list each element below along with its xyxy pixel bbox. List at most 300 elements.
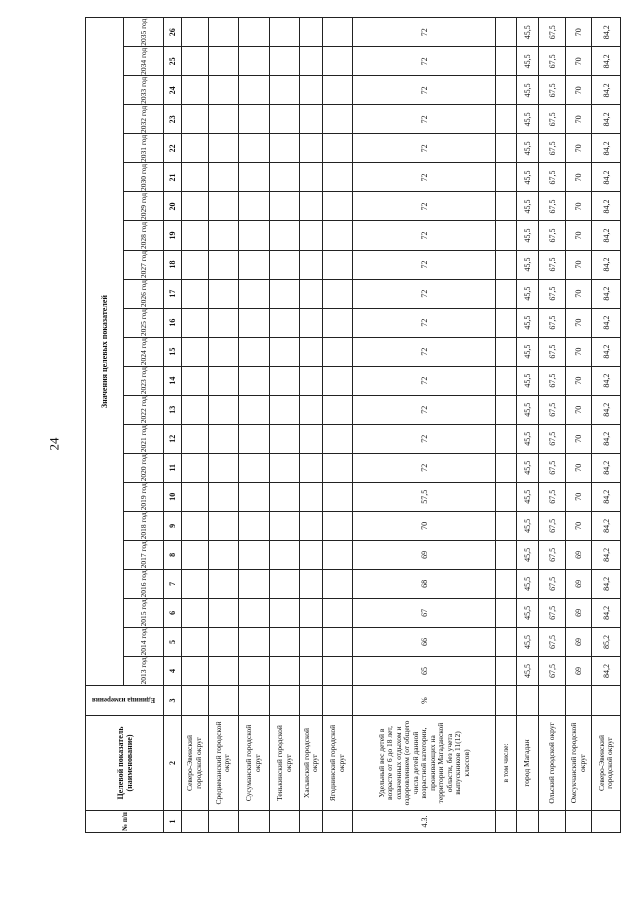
row-value: 67,5 xyxy=(539,453,566,482)
row-value: 70 xyxy=(565,47,592,76)
row-number xyxy=(592,811,621,833)
header-year: 2030 год xyxy=(124,163,164,192)
row-value: 70 xyxy=(565,134,592,163)
row-value xyxy=(269,337,300,366)
row-value xyxy=(269,598,300,627)
row-value: 70 xyxy=(565,192,592,221)
header-year: 2023 год xyxy=(124,366,164,395)
row-value xyxy=(208,540,239,569)
column-number: 19 xyxy=(164,221,182,250)
row-value xyxy=(322,163,353,192)
row-value xyxy=(496,540,516,569)
row-value xyxy=(269,221,300,250)
row-value xyxy=(208,76,239,105)
row-value: 45,5 xyxy=(516,47,538,76)
row-value xyxy=(208,598,239,627)
row-value xyxy=(269,134,300,163)
row-number xyxy=(208,811,239,833)
header-year: 2025 год xyxy=(124,308,164,337)
row-value: 67,5 xyxy=(539,569,566,598)
row-value: 67,5 xyxy=(539,18,566,47)
row-value: 84,2 xyxy=(592,453,621,482)
row-value xyxy=(208,337,239,366)
row-value: 67,5 xyxy=(539,163,566,192)
row-value xyxy=(300,134,322,163)
row-value xyxy=(269,627,300,656)
row-value xyxy=(269,250,300,279)
row-value: 84,2 xyxy=(592,540,621,569)
row-value: 70 xyxy=(565,76,592,105)
row-value xyxy=(496,569,516,598)
row-number xyxy=(565,811,592,833)
row-value xyxy=(208,308,239,337)
header-values-group: Значения целевых показателей xyxy=(86,18,124,686)
row-value xyxy=(300,656,322,685)
row-value xyxy=(269,76,300,105)
row-value: 67,5 xyxy=(539,192,566,221)
row-number xyxy=(239,811,270,833)
row-unit: % xyxy=(353,686,496,716)
column-number: 1 xyxy=(164,811,182,833)
row-value xyxy=(182,221,209,250)
row-value xyxy=(182,47,209,76)
row-value: 84,2 xyxy=(592,366,621,395)
row-value xyxy=(269,424,300,453)
row-value xyxy=(269,192,300,221)
row-number xyxy=(496,811,516,833)
row-value xyxy=(322,279,353,308)
column-number: 23 xyxy=(164,105,182,134)
row-value xyxy=(182,453,209,482)
row-value xyxy=(322,18,353,47)
row-value xyxy=(300,221,322,250)
row-value: 84,2 xyxy=(592,279,621,308)
row-value xyxy=(322,250,353,279)
row-value xyxy=(208,482,239,511)
row-value xyxy=(182,598,209,627)
row-number xyxy=(269,811,300,833)
row-value xyxy=(300,569,322,598)
table-row xyxy=(496,18,516,833)
row-value xyxy=(322,598,353,627)
row-value: 70 xyxy=(353,511,496,540)
row-value xyxy=(208,453,239,482)
row-value: 67,5 xyxy=(539,482,566,511)
row-value: 45,5 xyxy=(516,105,538,134)
row-value: 72 xyxy=(353,221,496,250)
row-value xyxy=(239,627,270,656)
row-value xyxy=(208,47,239,76)
row-value xyxy=(496,337,516,366)
row-value xyxy=(496,18,516,47)
row-value xyxy=(208,134,239,163)
column-number: 22 xyxy=(164,134,182,163)
row-value xyxy=(239,221,270,250)
row-number xyxy=(182,811,209,833)
row-value xyxy=(208,395,239,424)
row-value: 70 xyxy=(565,105,592,134)
row-value xyxy=(208,424,239,453)
header-year: 2028 год xyxy=(124,221,164,250)
row-indicator-name: Тенькинский городской округ xyxy=(269,716,300,811)
row-indicator-name: Удельный вес детей в возрасте от 6 до 18 лет, охваченных отдыхом и оздоровлением (от общего числа детей данной возрастной категории, проживающих на территории Магаданской области, без учета выпускников 11(12) классов) xyxy=(353,716,496,811)
row-value: 72 xyxy=(353,192,496,221)
row-value: 84,2 xyxy=(592,250,621,279)
row-value xyxy=(322,627,353,656)
table-row xyxy=(269,18,300,833)
row-value xyxy=(208,221,239,250)
table-row xyxy=(300,18,322,833)
row-indicator-name: Хасынский городской округ xyxy=(300,716,322,811)
row-value xyxy=(496,47,516,76)
row-value xyxy=(322,76,353,105)
row-value: 67,5 xyxy=(539,76,566,105)
row-value: 45,5 xyxy=(516,627,538,656)
row-value: 67,5 xyxy=(539,540,566,569)
row-value xyxy=(496,192,516,221)
row-value xyxy=(208,18,239,47)
table-row xyxy=(539,18,566,833)
row-value xyxy=(300,395,322,424)
row-value: 67,5 xyxy=(539,105,566,134)
header-year: 2032 год xyxy=(124,105,164,134)
row-value xyxy=(239,134,270,163)
row-value xyxy=(300,308,322,337)
header-num: № п/п xyxy=(86,811,164,833)
row-value xyxy=(182,656,209,685)
row-value: 72 xyxy=(353,366,496,395)
header-year: 2027 год xyxy=(124,250,164,279)
row-value: 68 xyxy=(353,569,496,598)
row-value xyxy=(496,163,516,192)
row-value xyxy=(208,656,239,685)
row-value xyxy=(496,134,516,163)
row-value xyxy=(239,453,270,482)
header-year: 2016 год xyxy=(124,569,164,598)
row-indicator-name: Ольский городской округ xyxy=(539,716,566,811)
row-value xyxy=(322,105,353,134)
row-value: 70 xyxy=(565,366,592,395)
row-value: 85,2 xyxy=(592,627,621,656)
row-value: 45,5 xyxy=(516,18,538,47)
column-number: 7 xyxy=(164,569,182,598)
row-value: 69 xyxy=(565,598,592,627)
row-value xyxy=(496,221,516,250)
row-value xyxy=(208,163,239,192)
row-value: 84,2 xyxy=(592,395,621,424)
row-value: 45,5 xyxy=(516,453,538,482)
row-unit xyxy=(182,686,209,716)
row-value xyxy=(300,424,322,453)
row-value xyxy=(322,308,353,337)
column-number: 3 xyxy=(164,686,182,716)
row-value: 57,5 xyxy=(353,482,496,511)
row-value: 45,5 xyxy=(516,598,538,627)
row-value: 72 xyxy=(353,453,496,482)
row-value xyxy=(239,395,270,424)
row-value xyxy=(322,453,353,482)
row-value: 69 xyxy=(353,540,496,569)
row-value xyxy=(496,482,516,511)
row-value: 69 xyxy=(565,540,592,569)
row-value xyxy=(322,337,353,366)
row-value: 72 xyxy=(353,76,496,105)
row-unit xyxy=(516,686,538,716)
row-value: 65 xyxy=(353,656,496,685)
table-row xyxy=(322,18,353,833)
row-value xyxy=(300,18,322,47)
row-value: 72 xyxy=(353,395,496,424)
row-value xyxy=(300,192,322,221)
column-number: 8 xyxy=(164,540,182,569)
header-indicator-name: Целевой показатель (наименование) xyxy=(86,716,164,811)
header-year: 2029 год xyxy=(124,192,164,221)
row-value: 72 xyxy=(353,279,496,308)
header-year: 2022 год xyxy=(124,395,164,424)
header-unit-label: Единица измерения xyxy=(91,696,156,705)
row-indicator-name: Среднеканский городской округ xyxy=(208,716,239,811)
row-value: 67,5 xyxy=(539,424,566,453)
row-value xyxy=(239,482,270,511)
row-value: 45,5 xyxy=(516,569,538,598)
row-value xyxy=(208,279,239,308)
row-value: 72 xyxy=(353,424,496,453)
column-number: 10 xyxy=(164,482,182,511)
row-value xyxy=(182,482,209,511)
table-row xyxy=(208,18,239,833)
row-value xyxy=(182,18,209,47)
row-value: 45,5 xyxy=(516,540,538,569)
column-number: 15 xyxy=(164,337,182,366)
row-value xyxy=(269,656,300,685)
row-value: 67,5 xyxy=(539,279,566,308)
header-year: 2013 год xyxy=(124,656,164,685)
row-value xyxy=(300,511,322,540)
row-value xyxy=(496,424,516,453)
row-unit xyxy=(300,686,322,716)
row-value xyxy=(269,18,300,47)
row-value xyxy=(496,453,516,482)
row-value xyxy=(208,192,239,221)
row-value: 67,5 xyxy=(539,598,566,627)
row-value: 45,5 xyxy=(516,192,538,221)
row-value: 45,5 xyxy=(516,656,538,685)
row-value: 84,2 xyxy=(592,482,621,511)
column-number: 26 xyxy=(164,18,182,47)
row-value xyxy=(322,366,353,395)
page-number: 24 xyxy=(46,437,62,451)
row-unit xyxy=(539,686,566,716)
row-value xyxy=(322,482,353,511)
row-value: 45,5 xyxy=(516,221,538,250)
row-value: 67,5 xyxy=(539,627,566,656)
row-value xyxy=(496,279,516,308)
row-value xyxy=(182,395,209,424)
row-value xyxy=(496,366,516,395)
column-number: 16 xyxy=(164,308,182,337)
row-indicator-name: Омсукчанский городской округ xyxy=(565,716,592,811)
row-unit xyxy=(592,686,621,716)
table-row xyxy=(353,18,496,833)
row-value xyxy=(239,598,270,627)
row-value: 70 xyxy=(565,279,592,308)
row-value xyxy=(239,47,270,76)
row-value xyxy=(322,511,353,540)
row-value: 45,5 xyxy=(516,511,538,540)
table-row xyxy=(565,18,592,833)
row-indicator-name: город Магадан xyxy=(516,716,538,811)
row-value xyxy=(269,308,300,337)
header-year: 2021 год xyxy=(124,424,164,453)
row-value xyxy=(322,47,353,76)
row-value: 45,5 xyxy=(516,279,538,308)
row-value xyxy=(182,308,209,337)
row-value: 70 xyxy=(565,250,592,279)
column-number: 5 xyxy=(164,627,182,656)
row-unit xyxy=(496,686,516,716)
row-value xyxy=(322,540,353,569)
row-value xyxy=(269,453,300,482)
row-value xyxy=(496,598,516,627)
row-value xyxy=(322,395,353,424)
row-value xyxy=(182,540,209,569)
row-value xyxy=(269,395,300,424)
target-indicators-table xyxy=(85,17,621,833)
target-indicators-table-sheet xyxy=(85,18,621,833)
column-number: 11 xyxy=(164,453,182,482)
row-value xyxy=(300,366,322,395)
row-value xyxy=(239,569,270,598)
row-value: 84,2 xyxy=(592,134,621,163)
row-value: 67,5 xyxy=(539,250,566,279)
header-year: 2026 год xyxy=(124,279,164,308)
row-number xyxy=(539,811,566,833)
row-indicator-name: Ягоднинский городской округ xyxy=(322,716,353,811)
row-value xyxy=(300,337,322,366)
row-value: 69 xyxy=(565,569,592,598)
row-value: 69 xyxy=(565,656,592,685)
row-number xyxy=(300,811,322,833)
row-value xyxy=(208,250,239,279)
column-number: 9 xyxy=(164,511,182,540)
row-value xyxy=(182,279,209,308)
row-value xyxy=(239,511,270,540)
row-value: 84,2 xyxy=(592,18,621,47)
row-value: 84,2 xyxy=(592,569,621,598)
row-number: 4.3. xyxy=(353,811,496,833)
row-value xyxy=(239,540,270,569)
header-year: 2019 год xyxy=(124,482,164,511)
row-value: 67,5 xyxy=(539,395,566,424)
row-value xyxy=(496,627,516,656)
row-value xyxy=(239,308,270,337)
row-value: 84,2 xyxy=(592,47,621,76)
row-value xyxy=(182,105,209,134)
row-value: 84,2 xyxy=(592,511,621,540)
row-value xyxy=(239,18,270,47)
row-value: 70 xyxy=(565,163,592,192)
row-value xyxy=(269,279,300,308)
row-value xyxy=(300,279,322,308)
row-value: 70 xyxy=(565,308,592,337)
row-value: 45,5 xyxy=(516,250,538,279)
row-value xyxy=(182,511,209,540)
header-year: 2031 год xyxy=(124,134,164,163)
row-value xyxy=(182,424,209,453)
row-value: 84,2 xyxy=(592,308,621,337)
row-value: 84,2 xyxy=(592,598,621,627)
row-number xyxy=(322,811,353,833)
header-year: 2017 год xyxy=(124,540,164,569)
row-value: 70 xyxy=(565,511,592,540)
row-value: 67,5 xyxy=(539,337,566,366)
header-year: 2035 год xyxy=(124,18,164,47)
row-value xyxy=(239,279,270,308)
row-unit xyxy=(239,686,270,716)
column-number: 13 xyxy=(164,395,182,424)
row-value xyxy=(239,76,270,105)
table-row xyxy=(592,18,621,833)
row-value xyxy=(300,105,322,134)
header-year: 2014 год xyxy=(124,627,164,656)
row-value xyxy=(182,76,209,105)
header-unit xyxy=(86,686,164,716)
row-value xyxy=(239,656,270,685)
row-value xyxy=(496,105,516,134)
row-value: 84,2 xyxy=(592,656,621,685)
column-number: 24 xyxy=(164,76,182,105)
row-value xyxy=(182,366,209,395)
header-year: 2033 год xyxy=(124,76,164,105)
row-indicator-name: Северо-Эвенский городской округ xyxy=(182,716,209,811)
row-value xyxy=(239,163,270,192)
row-value: 70 xyxy=(565,424,592,453)
row-value xyxy=(300,540,322,569)
row-value xyxy=(269,47,300,76)
row-value: 84,2 xyxy=(592,163,621,192)
row-value xyxy=(182,163,209,192)
row-value xyxy=(322,656,353,685)
row-value xyxy=(496,511,516,540)
row-value: 67,5 xyxy=(539,221,566,250)
row-value xyxy=(269,511,300,540)
row-value: 72 xyxy=(353,18,496,47)
row-unit xyxy=(322,686,353,716)
table-row xyxy=(239,18,270,833)
column-number: 2 xyxy=(164,716,182,811)
row-value xyxy=(269,540,300,569)
row-unit xyxy=(565,686,592,716)
row-indicator-name: в том числе: xyxy=(496,716,516,811)
row-value xyxy=(208,366,239,395)
row-value xyxy=(300,163,322,192)
row-number xyxy=(516,811,538,833)
row-value xyxy=(182,192,209,221)
row-value: 72 xyxy=(353,105,496,134)
row-value: 67,5 xyxy=(539,47,566,76)
row-value: 72 xyxy=(353,134,496,163)
row-value xyxy=(239,192,270,221)
row-value xyxy=(300,598,322,627)
column-number: 18 xyxy=(164,250,182,279)
row-value xyxy=(496,308,516,337)
row-value xyxy=(300,627,322,656)
row-value xyxy=(239,337,270,366)
column-number: 17 xyxy=(164,279,182,308)
row-value xyxy=(300,250,322,279)
row-value xyxy=(182,569,209,598)
row-unit xyxy=(269,686,300,716)
